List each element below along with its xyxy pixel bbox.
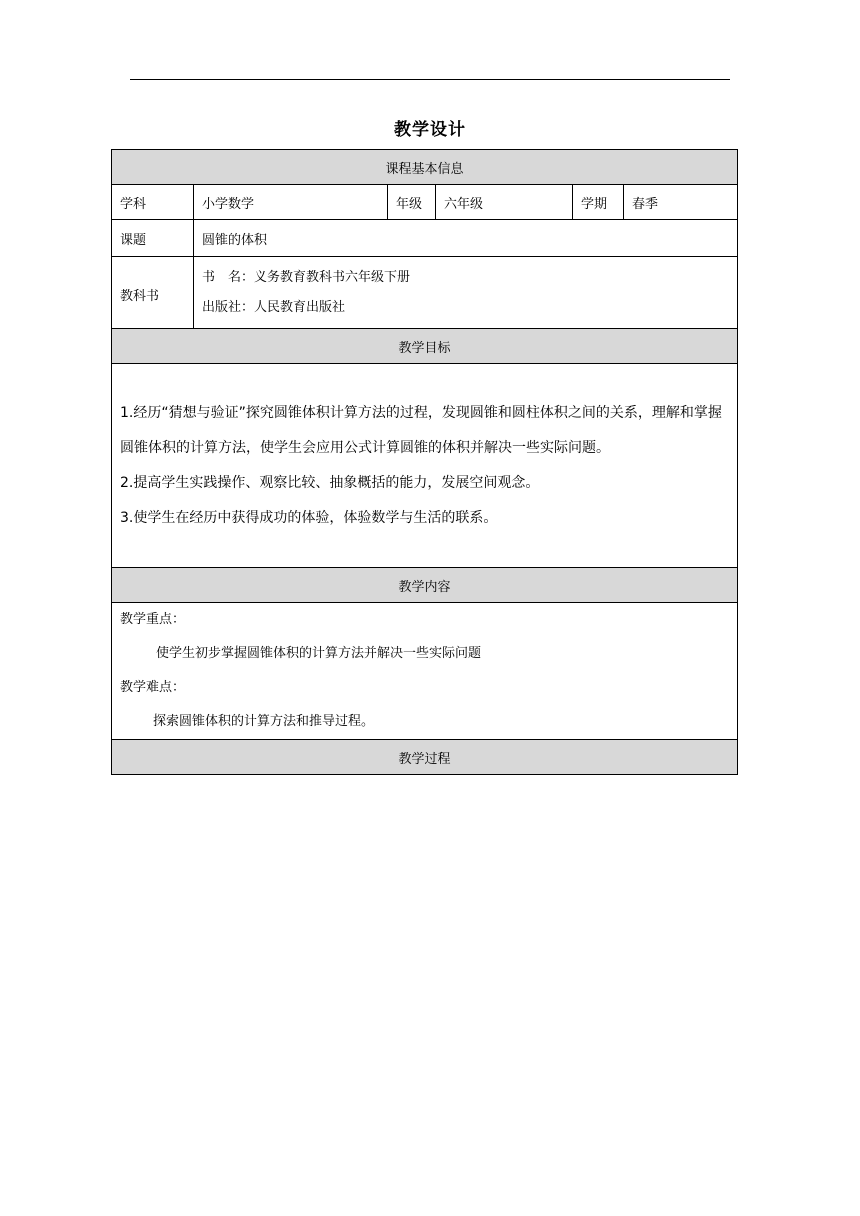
difficulty-label: 教学难点： (120, 680, 186, 695)
section-title: 教学内容 (112, 568, 738, 603)
section-header-objectives (112, 329, 738, 364)
content-cell (112, 603, 738, 740)
row-content (112, 603, 738, 740)
section-title: 教学目标 (112, 329, 738, 364)
objective-item: 1.经历“猜想与验证”探究圆锥体积计算方法的过程，发现圆锥和圆柱体积之间的关系，理解和掌握圆锥体积的计算方法，使学生会应用公式计算圆锥的体积并解决一些实际问题。 (120, 404, 722, 456)
document-title: 教学设计 (394, 120, 466, 140)
section-header-content (112, 568, 738, 603)
key-point-text: 使学生初步掌握圆锥体积的计算方法并解决一些实际问题 (156, 646, 482, 661)
grade-value: 六年级 (436, 185, 573, 220)
term-label: 学期 (573, 185, 624, 220)
header-rule (130, 79, 730, 80)
subject-value: 小学数学 (194, 185, 388, 220)
row-topic (112, 220, 738, 257)
row-subject (112, 185, 738, 220)
topic-label: 课题 (112, 220, 194, 257)
section-title: 课程基本信息 (112, 150, 738, 185)
objectives-cell (112, 364, 738, 568)
textbook-label: 教科书 (112, 257, 194, 329)
section-header-basic-info (112, 150, 738, 185)
lesson-plan-table (111, 149, 738, 775)
row-objectives (112, 364, 738, 568)
objective-item: 2.提高学生实践操作、观察比较、抽象概括的能力，发展空间观念。 (120, 474, 540, 491)
row-textbook (112, 257, 738, 329)
topic-value: 圆锥的体积 (194, 220, 738, 257)
section-header-process (112, 740, 738, 775)
subject-label: 学科 (112, 185, 194, 220)
textbook-value (194, 257, 738, 329)
term-value: 春季 (624, 185, 738, 220)
grade-label: 年级 (388, 185, 436, 220)
objective-item: 3.使学生在经历中获得成功的体验，体验数学与生活的联系。 (120, 509, 498, 526)
section-title: 教学过程 (112, 740, 738, 775)
key-point-label: 教学重点： (120, 612, 186, 627)
publisher-line: 出版社：人民教育出版社 (202, 299, 346, 315)
difficulty-text: 探索圆锥体积的计算方法和推导过程。 (153, 714, 375, 729)
book-name-line: 书 名：义务教育教科书六年级下册 (202, 269, 411, 285)
